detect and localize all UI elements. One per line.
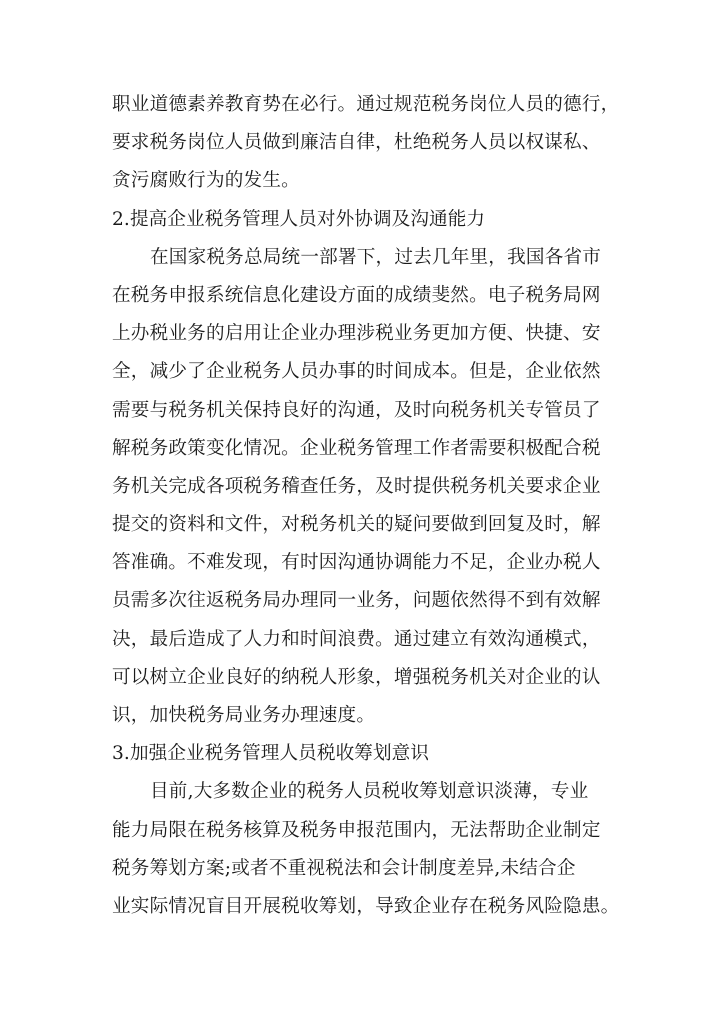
text-line: 贪污腐败行为的发生。: [112, 170, 300, 192]
text-line: 提交的资料和文件，对税务机关的疑问要做到回复及时，解: [112, 514, 601, 536]
section-heading: 2.提高企业税务管理人员对外协调及沟通能力: [112, 208, 486, 230]
text-line: 员需多次往返税务局办理同一业务，问题依然得不到有效解: [112, 590, 601, 612]
document-body: [112, 86, 632, 926]
paragraph-first-line: 在国家税务总局统一部署下，过去几年里，我国各省市: [150, 246, 602, 268]
text-line: 上办税业务的启用让企业办理涉税业务更加方便、快捷、安: [112, 323, 601, 345]
text-line: 识，加快税务局业务办理速度。: [112, 705, 376, 726]
text-line: 务机关完成各项税务稽查任务，及时提供税务机关要求企业: [112, 475, 601, 497]
text-line: 需要与税务机关保持良好的沟通，及时向税务机关专管员了: [112, 399, 601, 421]
text-line: 职业道德素养教育势在必行。通过规范税务岗位人员的德行，: [112, 94, 620, 115]
text-line: 业实际情况盲目开展税收筹划，导致企业存在税务风险隐患。: [112, 895, 620, 917]
text-line: 决，最后造成了人力和时间浪费。通过建立有效沟通模式，: [112, 628, 601, 650]
text-line: 可以树立企业良好的纳税人形象，增强税务机关对企业的认: [112, 666, 601, 688]
text-line: 答准确。不难发现，有时因沟通协调能力不足，企业办税人: [112, 552, 601, 574]
text-line: 全，减少了企业税务人员办事的时间成本。但是，企业依然: [112, 361, 601, 383]
text-line: 在税务申报系统信息化建设方面的成绩斐然。电子税务局网: [112, 284, 601, 306]
text-line: 能力局限在税务核算及税务申报范围内，无法帮助企业制定: [112, 819, 601, 841]
text-line: 税务筹划方案;或者不重视税法和会计制度差异,未结合企: [112, 857, 576, 879]
paragraph-first-line: 目前,大多数企业的税务人员税收筹划意识淡薄，专业: [150, 781, 589, 803]
text-line: 解税务政策变化情况。企业税务管理工作者需要积极配合税: [112, 437, 601, 459]
section-heading: 3.加强企业税务管理人员税收筹划意识: [112, 743, 430, 765]
text-line: 要求税务岗位人员做到廉洁自律，杜绝税务人员以权谋私、: [112, 132, 601, 154]
